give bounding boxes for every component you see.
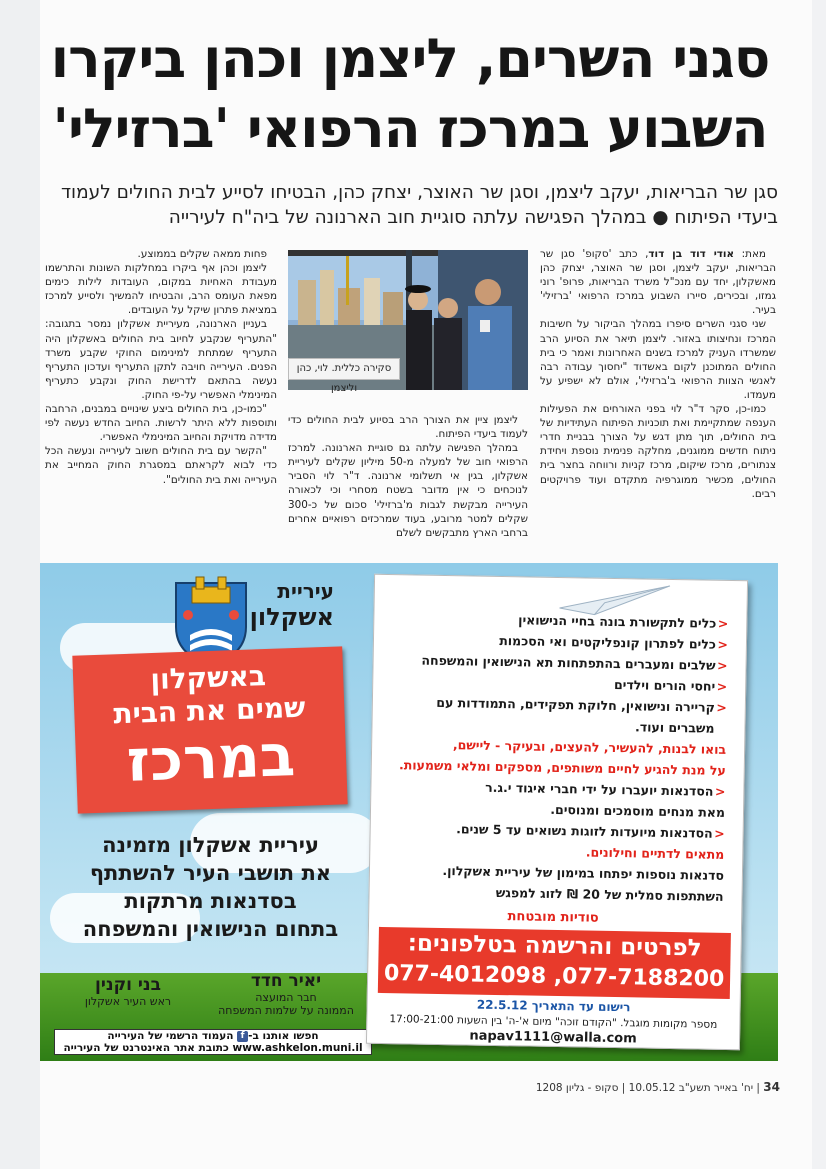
invitation-line: עיריית אשקלון מזמינה [102,833,319,857]
city-prefix: עיריית [277,579,334,603]
hebrew-date: יח' באייר תשע"ב [678,1082,754,1094]
councilor-role: חבר המועצה [255,991,317,1004]
article-column-right [540,247,776,547]
article-paragraph: בעניין הארנונה, מעיריית אשקלון נמסר בתגובה: "התעריף שנקבע לחיוב בית החולים באשקלון היה התעריף שמתחת למינימום החוקי שקבע משרד הפנים. העירייה חויבה לתקן התעריף ועדכון התעריף נעשה בהתאם לדרישת החוק ונקבע כתעריף המינימלי האפשרי על-פי החוק. [45,318,277,401]
phone-box [378,927,731,999]
call-to-action: על מנת להגיע לחיים משותפים, מספקים ומלאי משמעות. [398,757,726,778]
councilor-signature [206,971,366,1017]
list-item: < הסדנאות מיועדות לזוגות נשואים עד 5 שנים. [387,817,725,844]
call-to-action: בואו לבנות, להעשיר, להעצים, ובעיקר - ליישם, [452,737,727,757]
invitation-line: בסדנאות מרתקות [124,889,297,913]
invitation-line: בתחום הנישואין והמשפחה [82,917,339,941]
funding-line: השתתפות סמלית של 20 ₪ לזוג למפגש [495,884,724,904]
article-paragraph: "כמו-כן, בית החולים ביצע שינויים במבנים, הרחבה ותוספות ללא היתר לרשות. החיוב החדש נעשה לפי מדידה מדויקת והחיוב המינימלי האפשרי. [45,403,277,444]
facebook-icon[interactable]: f [237,1031,248,1042]
headline-line-1: סגני השרים, ליצמן וכהן ביקרו [50,27,770,90]
headline-line-2: השבוע במרכז הרפואי 'ברזילי' [52,97,768,160]
subheadline: סגן שר הבריאות, יעקב ליצמן, וסגן שר האוצר, יצחק כהן, הבטיחו לסייע לבית החולים לעמוד ביעדי הפיתוח ● במהלך הפגישה עלתה סוגיית חוב הארנונה של ביה"ח לעירייה [60,182,778,228]
site-url[interactable]: www.ashkelon.muni.il [232,1042,363,1054]
councilor-name: יאיר חדד [250,971,322,991]
mayor-signature [58,975,198,1008]
site-note: כתובת אתר האינטרנט של העירייה [63,1042,229,1054]
publication-issue: סקופ - גליון 1208 [535,1082,619,1094]
couples-note: מתאים לדתיים וחילונים. [585,844,725,862]
list-item: < שלבים ומעברים בהתפתחות תא הנישואין והמשפחה [389,649,727,676]
councilor-role: הממונה על שלמות המשפחה [218,1004,354,1017]
scan-margin-left [0,0,40,1169]
article-paragraph: ליצמן ציין את הצורך הרב בסיוע לבית החולים כדי לעמוד ביעדי הפיתוח. [288,414,528,441]
photo-caption: סקירה כללית. לוי, כהן וליצמן [288,358,400,380]
invitation-text [48,831,373,943]
page-number: 34 [763,1080,780,1094]
registration-deadline: רישום עד התאריך 22.5.12 [476,997,631,1015]
article-paragraph: "הקשר עם בית החולים חשוב לעירייה ונעשה הכל כדי לבוא לקראתם במסגרת החוק המחייב את העירייה ואת בית החולים". [45,445,277,486]
phone-numbers[interactable]: 077-4012098 ,077-7188200 [383,961,725,992]
article-text: כתב 'סקופ' סגן שר הבריאות, יעקב ליצמן, וסגן שר האוצר, יצחק כהן מאשקלון, יחד עם מנכ"ל משרד הבריאות, פרופ' רוני גמזו, ובכירים, סיירו השבוע במרכז הרפואי 'ברזילי' בעיר. [540,248,776,317]
byline-name: אודי דוד בן דוד [648,248,735,260]
list-item: < הסדנאות יועברו על ידי חברי איגוד י.ג.ר [387,775,725,802]
article-paragraph: פחות ממאה שקלים בממוצע. [137,248,267,260]
list-item: < קריירה ונישואין, חלוקת תפקידים, התמודדות עם משברים ועוד. [388,691,727,739]
list-item: < כלים לתקשורת בונה בחיי הנישואין [390,607,728,634]
facilitators-note: מאת מנחים מוסמכים ומנוסים. [550,801,726,820]
invitation-line: את תושבי העיר להשתתף [89,861,332,885]
article-paragraph: כמו-כן, סקר ד"ר לוי בפני האורחים את הפעילות הענפה שמתקיימת ואת תוכניות הפיתוח העתידיות של בית החולים, תוך מתן דגש על הצורך בבניית חדרי ניתוח חדשים ממוגנים, מחלקה פנימית נוספת ויחידת צנתורים, מרכז שיקום, מרכז קניות ורווחה בחצר בית החולים, מכשיר ממוגרפיה מתקדם ועוד פרויקטים רבים. [540,403,776,500]
article-paragraph: במהלך הפגישה עלתה גם סוגיית הארנונה. למרכז הרפואי חוב של למעלה מ-50 מיליון שקלים לעיריית אשקלון, בגין אי תשלומי ארנונה. ד"ר לוי הסביר לנוכחים כי אין מדובר בשטח מסחרי וכי לכאורה העירייה מבקשת לגבות מ'ברזילי' סכום של כ-300 שקלים למטר מרובע, בעוד שמרכזים רפואיים אחרים ברחבי הארץ מתבקשים לשלם [288,442,528,539]
funding-line: סדנאות נוספות יפתחו במימון של עיריית אשקלון. [442,863,725,883]
article-column-left [45,247,277,547]
fb-text: חפשו אותנו ב- [248,1030,319,1042]
city-name: אשקלון [249,603,334,631]
mayor-name: בני וקנין [95,975,161,995]
article-paragraph: ליצמן וכהן אף ביקרו במחלקות השונות והתרשמו מעבודת האחיות במקום, העובדות לילות כימים מפאת העומס הרב, והבטיחו להמשיך ולסייע למרכז במציאת פתרון שיקל על העובדים. [45,262,277,317]
page-footer: 34 | יח' באייר תשע"ב 10.05.12 | סקופ - גליון 1208 [535,1080,780,1094]
fb-text: העמוד הרשמי של העירייה [107,1030,234,1042]
slogan-banner [72,646,347,813]
article-paragraph: מאת: אודי דוד בן דוד, כתב 'סקופ' סגן שר הבריאות, יעקב ליצמן, וסגן שר האוצר, יצחק כהן מאשקלון, יחד עם מנכ"ל משרד הבריאות, פרופ' רוני גמזו, ובכירים, סיירו השבוע במרכז הרפואי 'ברזילי' בעיר. [540,248,776,317]
phone-title: לפרטים והרשמה בטלפונים: [407,930,702,962]
privacy-note: סודיות מובטחת [507,909,599,926]
mayor-role: ראש העיר אשקלון [84,995,172,1008]
limited-places-note: מספר מקומות מוגבל. "הקודם זוכה" מיום א'-ה' בין השעות 17:00-21:00 [389,1013,718,1031]
contact-email[interactable]: napav1111@walla.com [469,1028,637,1047]
article-column-middle [288,413,528,548]
gregorian-date: 10.05.12 [628,1082,676,1094]
list-item: < כלים לפתרון קונפליקטים ואי הסכמות [390,628,728,655]
list-item: < יחסי הורים וילדים [389,670,727,697]
slogan-line-1: באשקלון [149,659,267,697]
article-paragraph: שני סגני השרים סיפרו במהלך הביקור על חשיבות המרכז ונחיצותו באזור. ליצמן תיאר את הסיוע הרב שמשרדו העניק למרכז בשנים האחרונות ואמר כי בית החולים המתוכנן לקום באשדוד "יחסוך עבודה רבה לאנשי הצוות הרפואי ב'ברזילי', אולם לא ישפיע על מעמדו. [540,318,776,401]
slogan-line-3: במרכז [125,721,297,795]
headline [45,24,775,164]
advertisement [40,563,778,1061]
workshop-card [366,574,748,1050]
slogan-line-2: שמים את הבית [112,690,306,731]
facebook-box[interactable] [54,1029,372,1055]
byline-prefix: מאת: [741,248,766,260]
scan-margin-right [812,0,826,1169]
workshop-list [385,607,728,907]
